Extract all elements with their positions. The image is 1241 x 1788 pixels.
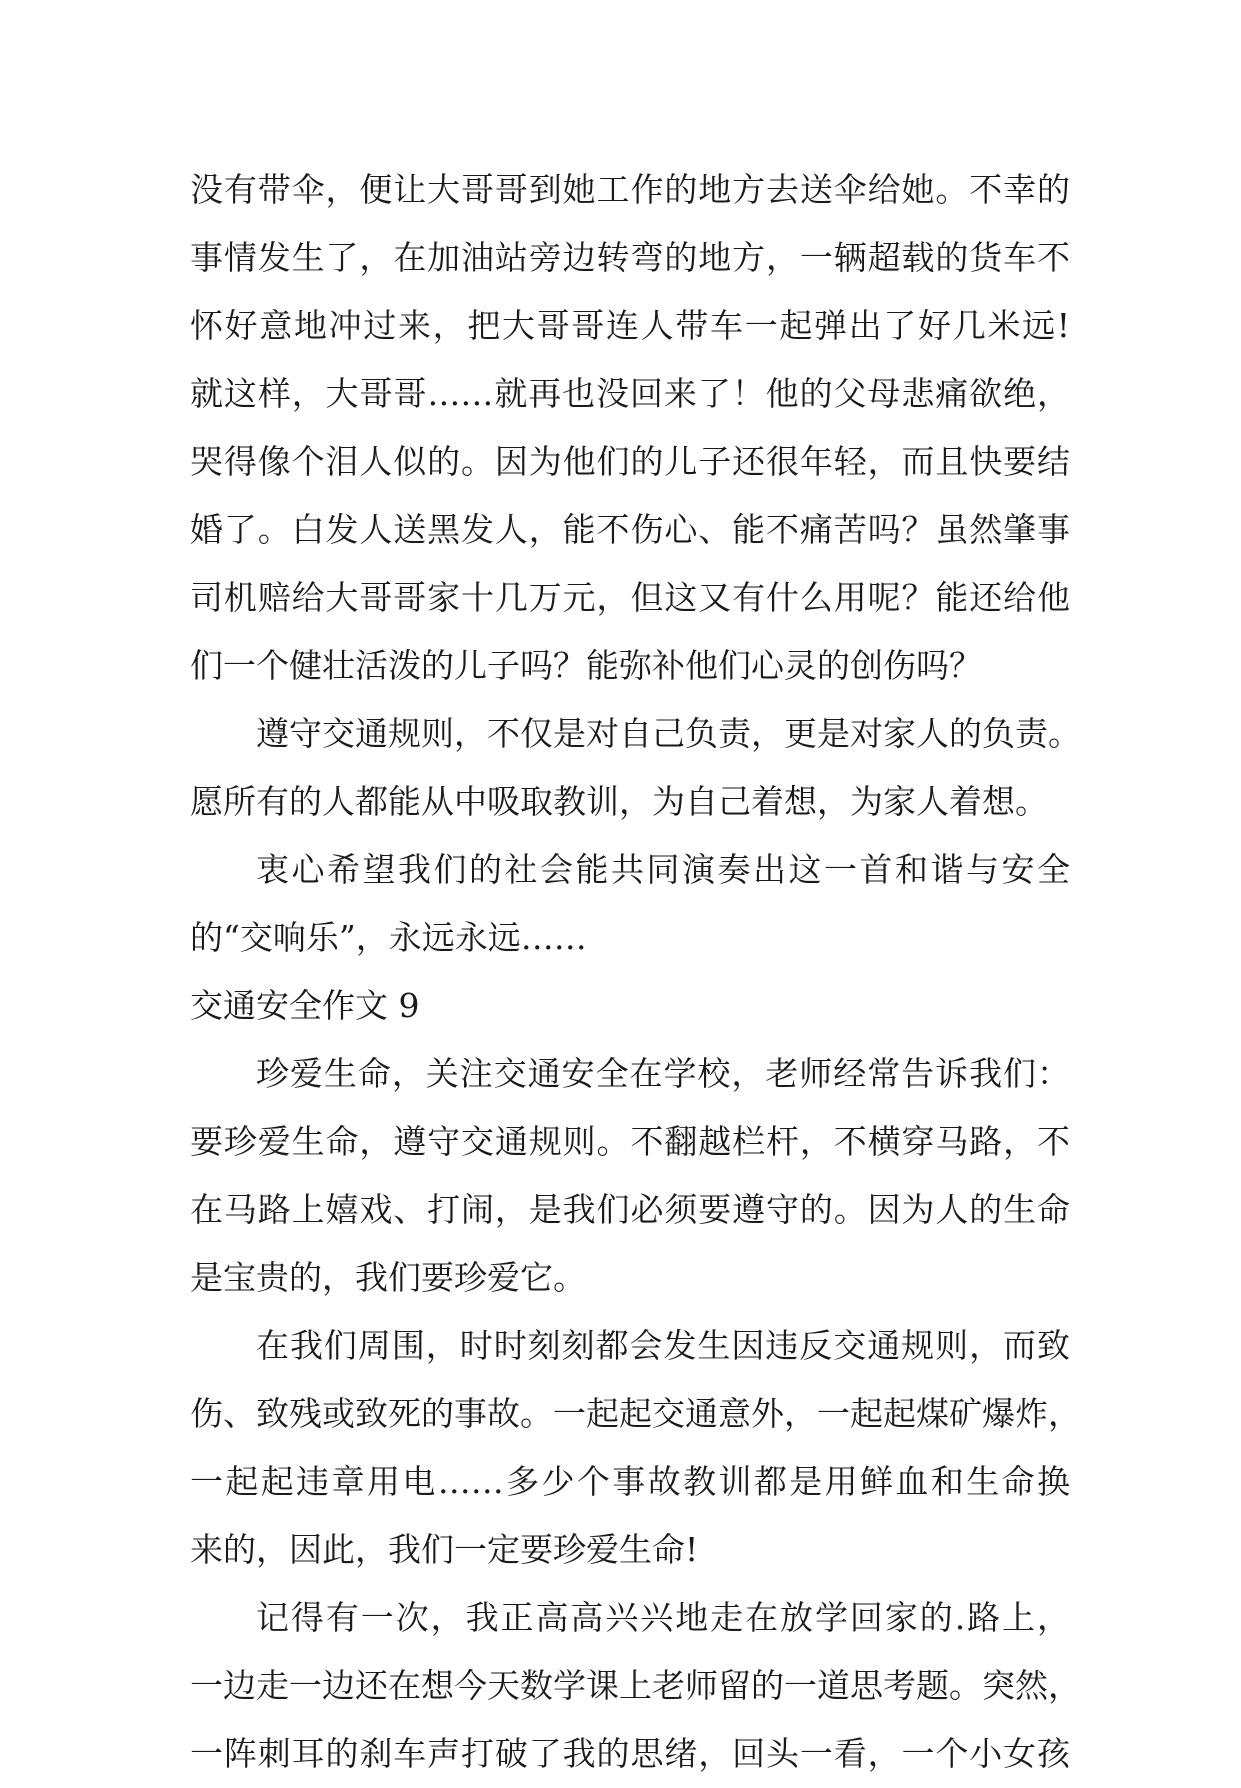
text-line: 记得有一次，我正高高兴兴地走在放学回家的.路上， bbox=[256, 1598, 1070, 1637]
text-line: 要珍爱生命，遵守交通规则。不翻越栏杆，不横穿马路，不 bbox=[190, 1122, 1070, 1161]
text-line: 是宝贵的，我们要珍爱它。 bbox=[190, 1258, 586, 1297]
text-line: 哭得像个泪人似的。因为他们的儿子还很年轻，而且快要结 bbox=[190, 442, 1070, 481]
section-heading: 交通安全作文 9 bbox=[190, 986, 420, 1025]
text-line: 一边走一边还在想今天数学课上老师留的一道思考题。突然， bbox=[190, 1666, 1081, 1705]
text-line: 在我们周围，时时刻刻都会发生因违反交通规则，而致 bbox=[256, 1326, 1070, 1365]
document-body bbox=[190, 156, 1081, 1788]
text-line: 珍爱生命，关注交通安全在学校，老师经常告诉我们： bbox=[256, 1054, 1070, 1093]
text-line: 事情发生了，在加油站旁边转弯的地方，一辆超载的货车不 bbox=[190, 238, 1070, 277]
text-line: 衷心希望我们的社会能共同演奏出这一首和谐与安全 bbox=[256, 850, 1070, 889]
text-line: 没有带伞，便让大哥哥到她工作的地方去送伞给她。不幸的 bbox=[190, 170, 1070, 209]
text-line: 来的，因此，我们一定要珍爱生命! bbox=[190, 1530, 699, 1569]
text-line: 就这样，大哥哥……就再也没回来了！他的父母悲痛欲绝， bbox=[190, 374, 1070, 413]
text-line: 愿所有的人都能从中吸取教训，为自己着想，为家人着想。 bbox=[190, 782, 1048, 821]
text-line: 一起起违章用电……多少个事故教训都是用鲜血和生命换 bbox=[190, 1462, 1070, 1501]
text-line: 遵守交通规则，不仅是对自己负责，更是对家人的负责。 bbox=[256, 714, 1081, 753]
text-line: 的“交响乐”，永远永远…… bbox=[190, 918, 587, 957]
text-line: 婚了。白发人送黑发人，能不伤心、能不痛苦吗？虽然肇事 bbox=[190, 510, 1070, 549]
text-line: 司机赔给大哥哥家十几万元，但这又有什么用呢？能还给他 bbox=[190, 578, 1070, 617]
text-line: 们一个健壮活泼的儿子吗？能弥补他们心灵的创伤吗？ bbox=[190, 646, 982, 685]
text-line: 在马路上嬉戏、打闹，是我们必须要遵守的。因为人的生命 bbox=[190, 1190, 1070, 1229]
text-line: 伤、致残或致死的事故。一起起交通意外，一起起煤矿爆炸， bbox=[190, 1394, 1081, 1433]
text-line: 一阵刺耳的刹车声打破了我的思绪，回头一看，一个小女孩 bbox=[190, 1734, 1070, 1773]
text-line: 怀好意地冲过来，把大哥哥连人带车一起弹出了好几米远! bbox=[190, 306, 1070, 345]
